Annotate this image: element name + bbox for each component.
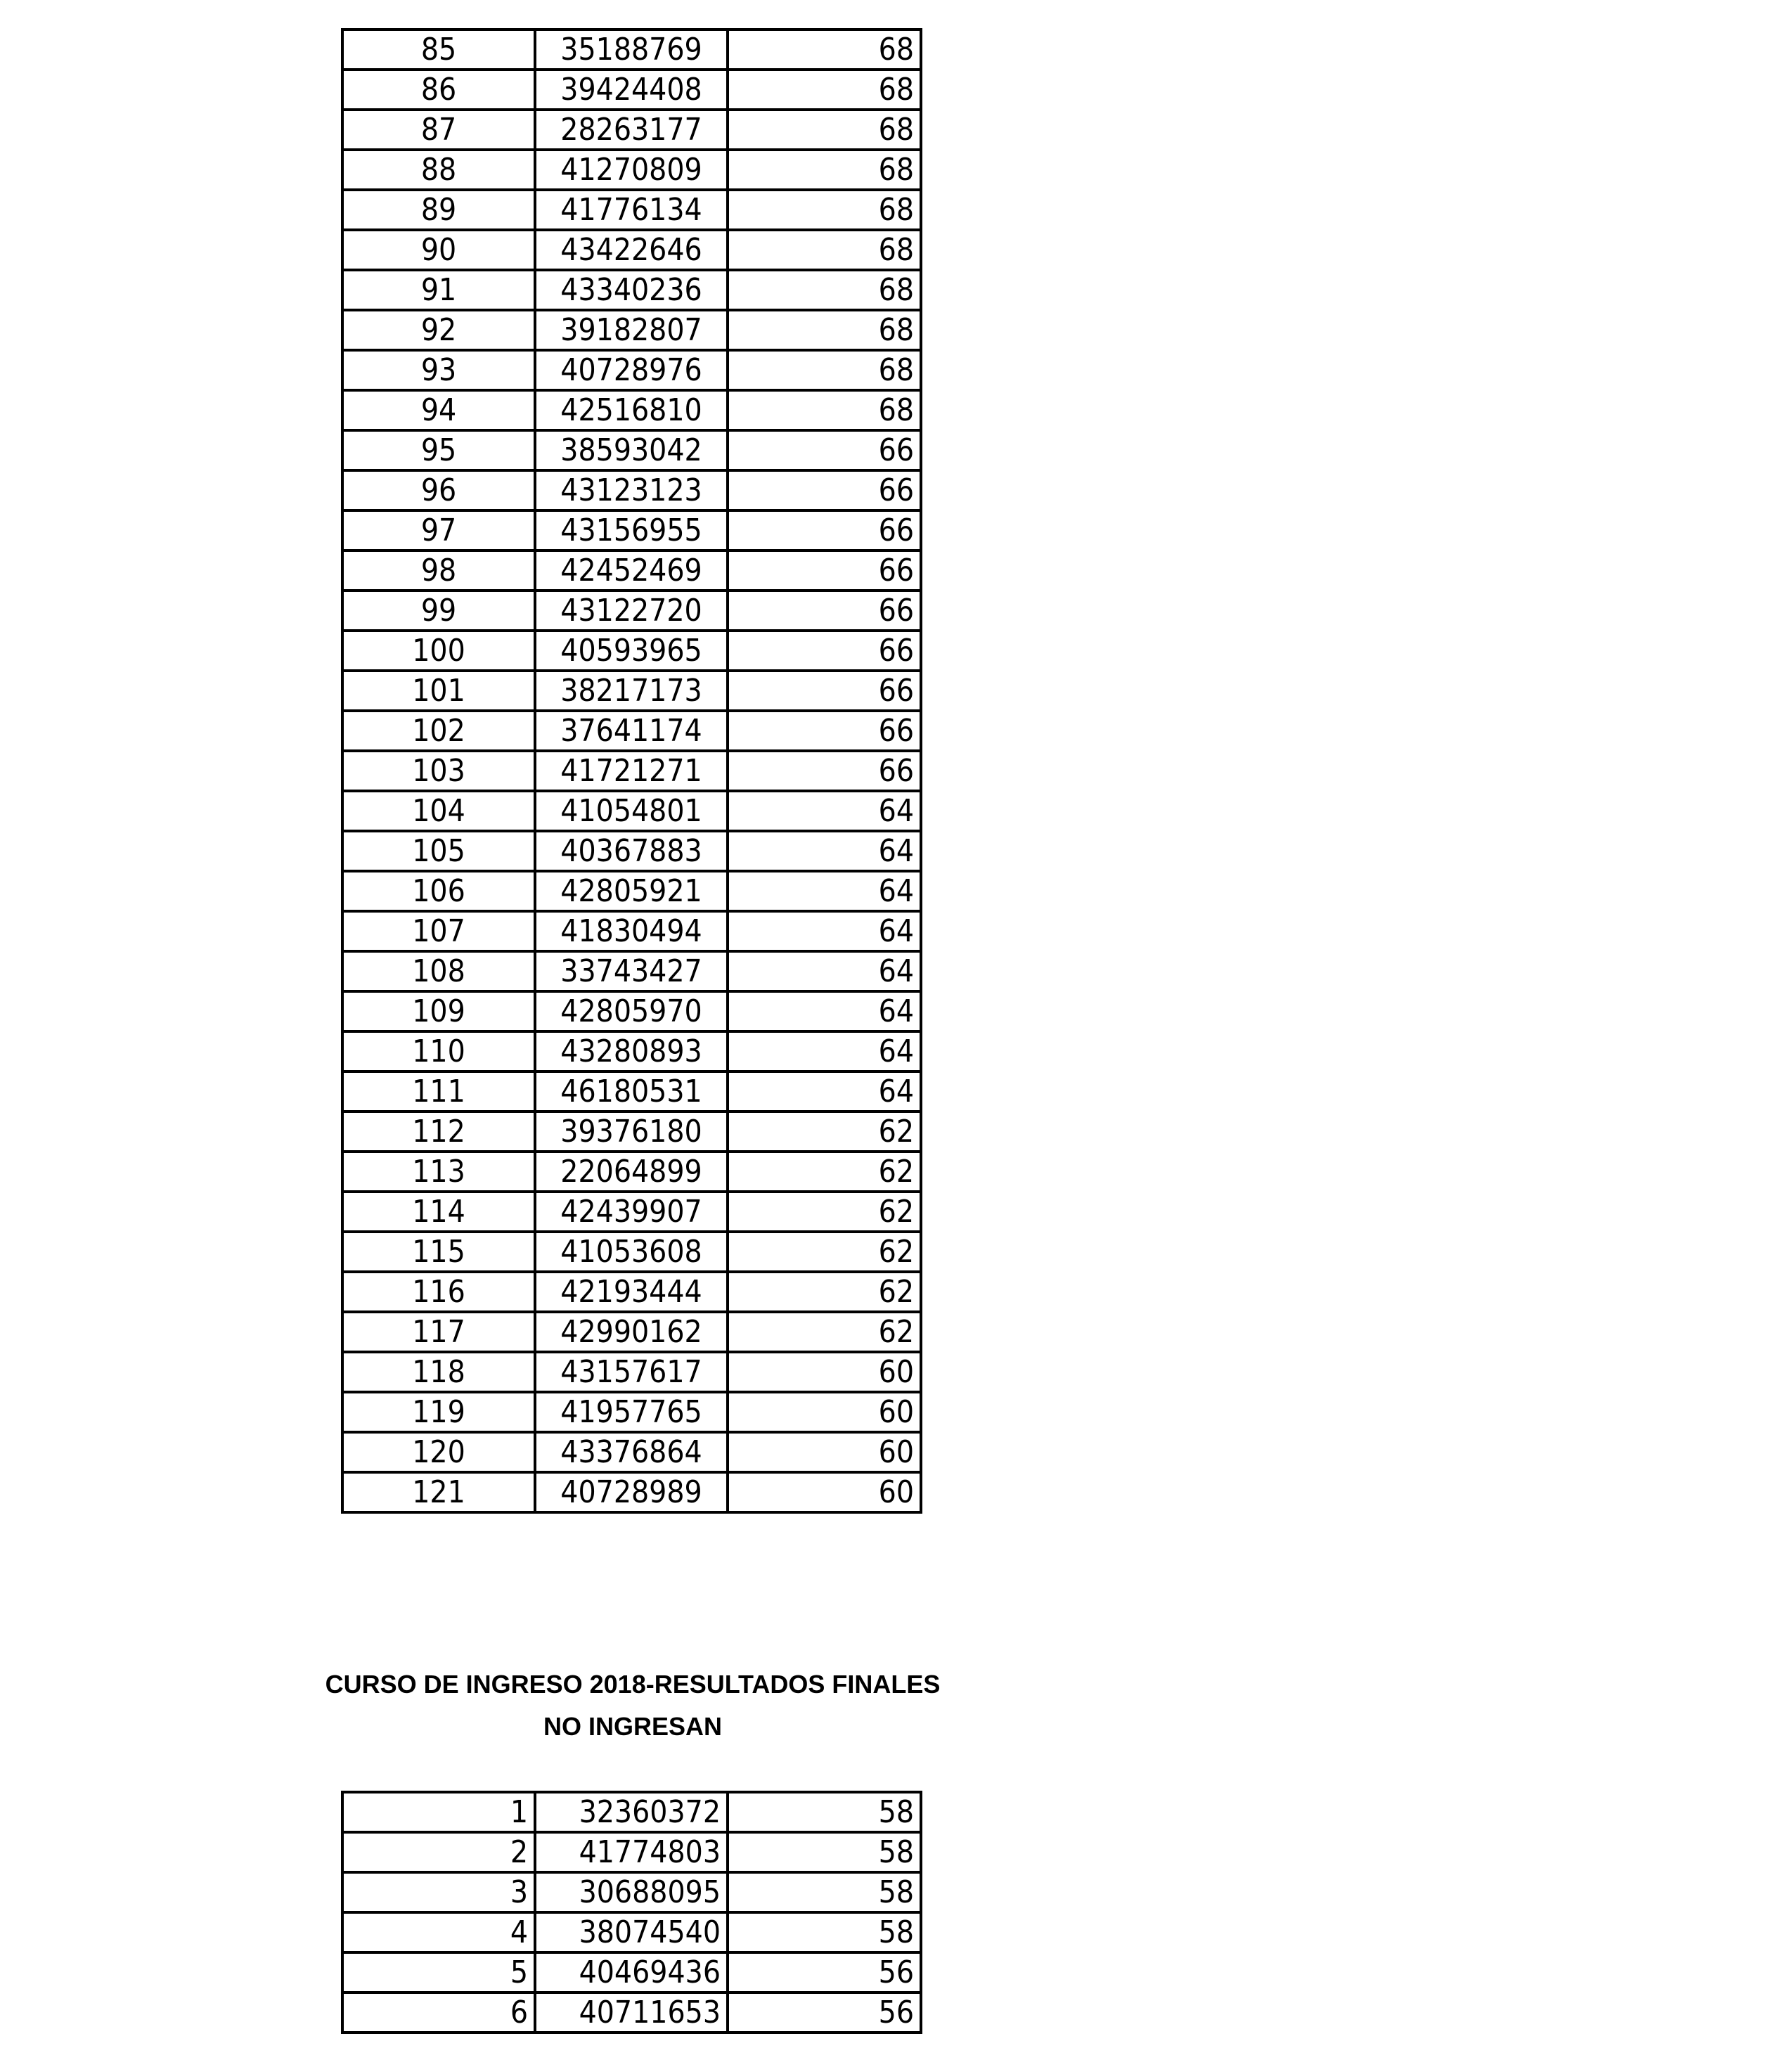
rank-cell: 94 <box>342 390 535 430</box>
rank-cell: 102 <box>342 711 535 751</box>
table-row <box>342 1152 921 1192</box>
table-row <box>342 1872 921 1912</box>
score-cell: 68 <box>728 110 921 150</box>
rank-cell: 90 <box>342 230 535 270</box>
table-row <box>342 350 921 390</box>
rank-cell: 115 <box>342 1232 535 1272</box>
id-cell: 42516810 <box>535 390 728 430</box>
rank-cell: 113 <box>342 1152 535 1192</box>
rank-cell: 96 <box>342 470 535 510</box>
rank-cell: 120 <box>342 1432 535 1472</box>
id-cell: 41830494 <box>535 911 728 951</box>
rank-cell: 5 <box>342 1952 535 1992</box>
table-row <box>342 70 921 110</box>
id-cell: 42452469 <box>535 550 728 591</box>
table-row <box>342 310 921 350</box>
score-cell: 64 <box>728 1071 921 1112</box>
id-cell: 46180531 <box>535 1071 728 1112</box>
score-cell: 58 <box>728 1872 921 1912</box>
score-cell: 68 <box>728 190 921 230</box>
table-row <box>342 270 921 310</box>
score-cell: 66 <box>728 591 921 631</box>
id-cell: 38217173 <box>535 671 728 711</box>
rank-cell: 114 <box>342 1192 535 1232</box>
score-cell: 68 <box>728 390 921 430</box>
table-row <box>342 550 921 591</box>
rank-cell: 101 <box>342 671 535 711</box>
rank-cell: 2 <box>342 1832 535 1872</box>
score-cell: 68 <box>728 230 921 270</box>
table-row <box>342 671 921 711</box>
id-cell: 43157617 <box>535 1352 728 1392</box>
table-row <box>342 911 921 951</box>
section-subtitle: NO INGRESAN <box>543 1712 723 1741</box>
id-cell: 42990162 <box>535 1312 728 1352</box>
rank-cell: 99 <box>342 591 535 631</box>
score-cell: 62 <box>728 1272 921 1312</box>
id-cell: 43376864 <box>535 1432 728 1472</box>
id-cell: 40728976 <box>535 350 728 390</box>
rank-cell: 91 <box>342 270 535 310</box>
table-row <box>342 30 921 70</box>
rank-cell: 110 <box>342 1031 535 1071</box>
score-cell: 58 <box>728 1792 921 1832</box>
table-row <box>342 991 921 1031</box>
table-row <box>342 1352 921 1392</box>
rank-cell: 89 <box>342 190 535 230</box>
score-cell: 68 <box>728 310 921 350</box>
table-row <box>342 1112 921 1152</box>
rank-cell: 111 <box>342 1071 535 1112</box>
id-cell: 30688095 <box>535 1872 728 1912</box>
id-cell: 39424408 <box>535 70 728 110</box>
score-cell: 66 <box>728 550 921 591</box>
id-cell: 37641174 <box>535 711 728 751</box>
score-cell: 68 <box>728 70 921 110</box>
rank-cell: 107 <box>342 911 535 951</box>
rank-cell: 93 <box>342 350 535 390</box>
rank-cell: 86 <box>342 70 535 110</box>
table-row <box>342 510 921 550</box>
score-cell: 62 <box>728 1232 921 1272</box>
id-cell: 41270809 <box>535 150 728 190</box>
rank-cell: 1 <box>342 1792 535 1832</box>
id-cell: 40593965 <box>535 631 728 671</box>
table-row <box>342 1392 921 1432</box>
id-cell: 39376180 <box>535 1112 728 1152</box>
id-cell: 40469436 <box>535 1952 728 1992</box>
score-cell: 64 <box>728 1031 921 1071</box>
rank-cell: 105 <box>342 831 535 871</box>
rank-cell: 117 <box>342 1312 535 1352</box>
id-cell: 41721271 <box>535 751 728 791</box>
score-cell: 68 <box>728 30 921 70</box>
id-cell: 43156955 <box>535 510 728 550</box>
score-cell: 64 <box>728 951 921 991</box>
table-row <box>342 791 921 831</box>
table-row <box>342 230 921 270</box>
score-cell: 64 <box>728 871 921 911</box>
score-cell: 60 <box>728 1432 921 1472</box>
id-cell: 35188769 <box>535 30 728 70</box>
rank-cell: 100 <box>342 631 535 671</box>
table-row <box>342 871 921 911</box>
table-row <box>342 591 921 631</box>
rank-cell: 121 <box>342 1472 535 1512</box>
id-cell: 41053608 <box>535 1232 728 1272</box>
table-row <box>342 831 921 871</box>
score-cell: 62 <box>728 1312 921 1352</box>
rank-cell: 87 <box>342 110 535 150</box>
id-cell: 38593042 <box>535 430 728 470</box>
table-row <box>342 1792 921 1832</box>
table-row <box>342 1192 921 1232</box>
table-row <box>342 430 921 470</box>
id-cell: 40711653 <box>535 1992 728 2033</box>
rank-cell: 92 <box>342 310 535 350</box>
table-row <box>342 1071 921 1112</box>
rank-cell: 108 <box>342 951 535 991</box>
score-cell: 62 <box>728 1152 921 1192</box>
table-row <box>342 711 921 751</box>
score-cell: 68 <box>728 150 921 190</box>
rank-cell: 6 <box>342 1992 535 2033</box>
score-cell: 64 <box>728 991 921 1031</box>
table-row <box>342 1832 921 1872</box>
id-cell: 42805921 <box>535 871 728 911</box>
rank-cell: 4 <box>342 1912 535 1952</box>
score-cell: 68 <box>728 270 921 310</box>
table-row <box>342 751 921 791</box>
no-ingresan-table-body <box>342 1792 921 2033</box>
rank-cell: 104 <box>342 791 535 831</box>
section-title: CURSO DE INGRESO 2018-RESULTADOS FINALES <box>325 1670 941 1699</box>
score-cell: 60 <box>728 1392 921 1432</box>
table-row <box>342 1472 921 1512</box>
table-row <box>342 110 921 150</box>
score-cell: 56 <box>728 1952 921 1992</box>
table-row <box>342 1312 921 1352</box>
rank-cell: 106 <box>342 871 535 911</box>
score-cell: 60 <box>728 1472 921 1512</box>
rank-cell: 88 <box>342 150 535 190</box>
id-cell: 39182807 <box>535 310 728 350</box>
score-cell: 68 <box>728 350 921 390</box>
id-cell: 42193444 <box>535 1272 728 1312</box>
score-cell: 62 <box>728 1112 921 1152</box>
table-row <box>342 1912 921 1952</box>
id-cell: 43280893 <box>535 1031 728 1071</box>
id-cell: 32360372 <box>535 1792 728 1832</box>
table-row <box>342 390 921 430</box>
score-cell: 64 <box>728 831 921 871</box>
score-cell: 62 <box>728 1192 921 1232</box>
table-row <box>342 150 921 190</box>
id-cell: 41776134 <box>535 190 728 230</box>
id-cell: 33743427 <box>535 951 728 991</box>
id-cell: 41957765 <box>535 1392 728 1432</box>
id-cell: 40728989 <box>535 1472 728 1512</box>
table-row <box>342 951 921 991</box>
score-cell: 66 <box>728 430 921 470</box>
rank-cell: 97 <box>342 510 535 550</box>
results-table-body <box>342 30 921 1512</box>
table-row <box>342 1432 921 1472</box>
table-row <box>342 1272 921 1312</box>
score-cell: 66 <box>728 671 921 711</box>
score-cell: 66 <box>728 631 921 671</box>
rank-cell: 119 <box>342 1392 535 1432</box>
rank-cell: 3 <box>342 1872 535 1912</box>
no-ingresan-table <box>341 1791 922 2034</box>
score-cell: 60 <box>728 1352 921 1392</box>
score-cell: 56 <box>728 1992 921 2033</box>
rank-cell: 103 <box>342 751 535 791</box>
id-cell: 43123123 <box>535 470 728 510</box>
id-cell: 42805970 <box>535 991 728 1031</box>
score-cell: 66 <box>728 711 921 751</box>
id-cell: 38074540 <box>535 1912 728 1952</box>
id-cell: 41054801 <box>535 791 728 831</box>
score-cell: 66 <box>728 470 921 510</box>
table-row <box>342 190 921 230</box>
table-row <box>342 1232 921 1272</box>
id-cell: 22064899 <box>535 1152 728 1192</box>
rank-cell: 118 <box>342 1352 535 1392</box>
rank-cell: 95 <box>342 430 535 470</box>
table-row <box>342 1952 921 1992</box>
table-row <box>342 1992 921 2033</box>
rank-cell: 98 <box>342 550 535 591</box>
table-row <box>342 470 921 510</box>
id-cell: 42439907 <box>535 1192 728 1232</box>
score-cell: 58 <box>728 1912 921 1952</box>
score-cell: 66 <box>728 751 921 791</box>
results-table <box>341 28 922 1514</box>
id-cell: 43340236 <box>535 270 728 310</box>
rank-cell: 116 <box>342 1272 535 1312</box>
rank-cell: 85 <box>342 30 535 70</box>
id-cell: 43422646 <box>535 230 728 270</box>
rank-cell: 112 <box>342 1112 535 1152</box>
rank-cell: 109 <box>342 991 535 1031</box>
score-cell: 58 <box>728 1832 921 1872</box>
table-row <box>342 1031 921 1071</box>
score-cell: 64 <box>728 911 921 951</box>
id-cell: 43122720 <box>535 591 728 631</box>
id-cell: 28263177 <box>535 110 728 150</box>
score-cell: 66 <box>728 510 921 550</box>
id-cell: 40367883 <box>535 831 728 871</box>
score-cell: 64 <box>728 791 921 831</box>
table-row <box>342 631 921 671</box>
id-cell: 41774803 <box>535 1832 728 1872</box>
